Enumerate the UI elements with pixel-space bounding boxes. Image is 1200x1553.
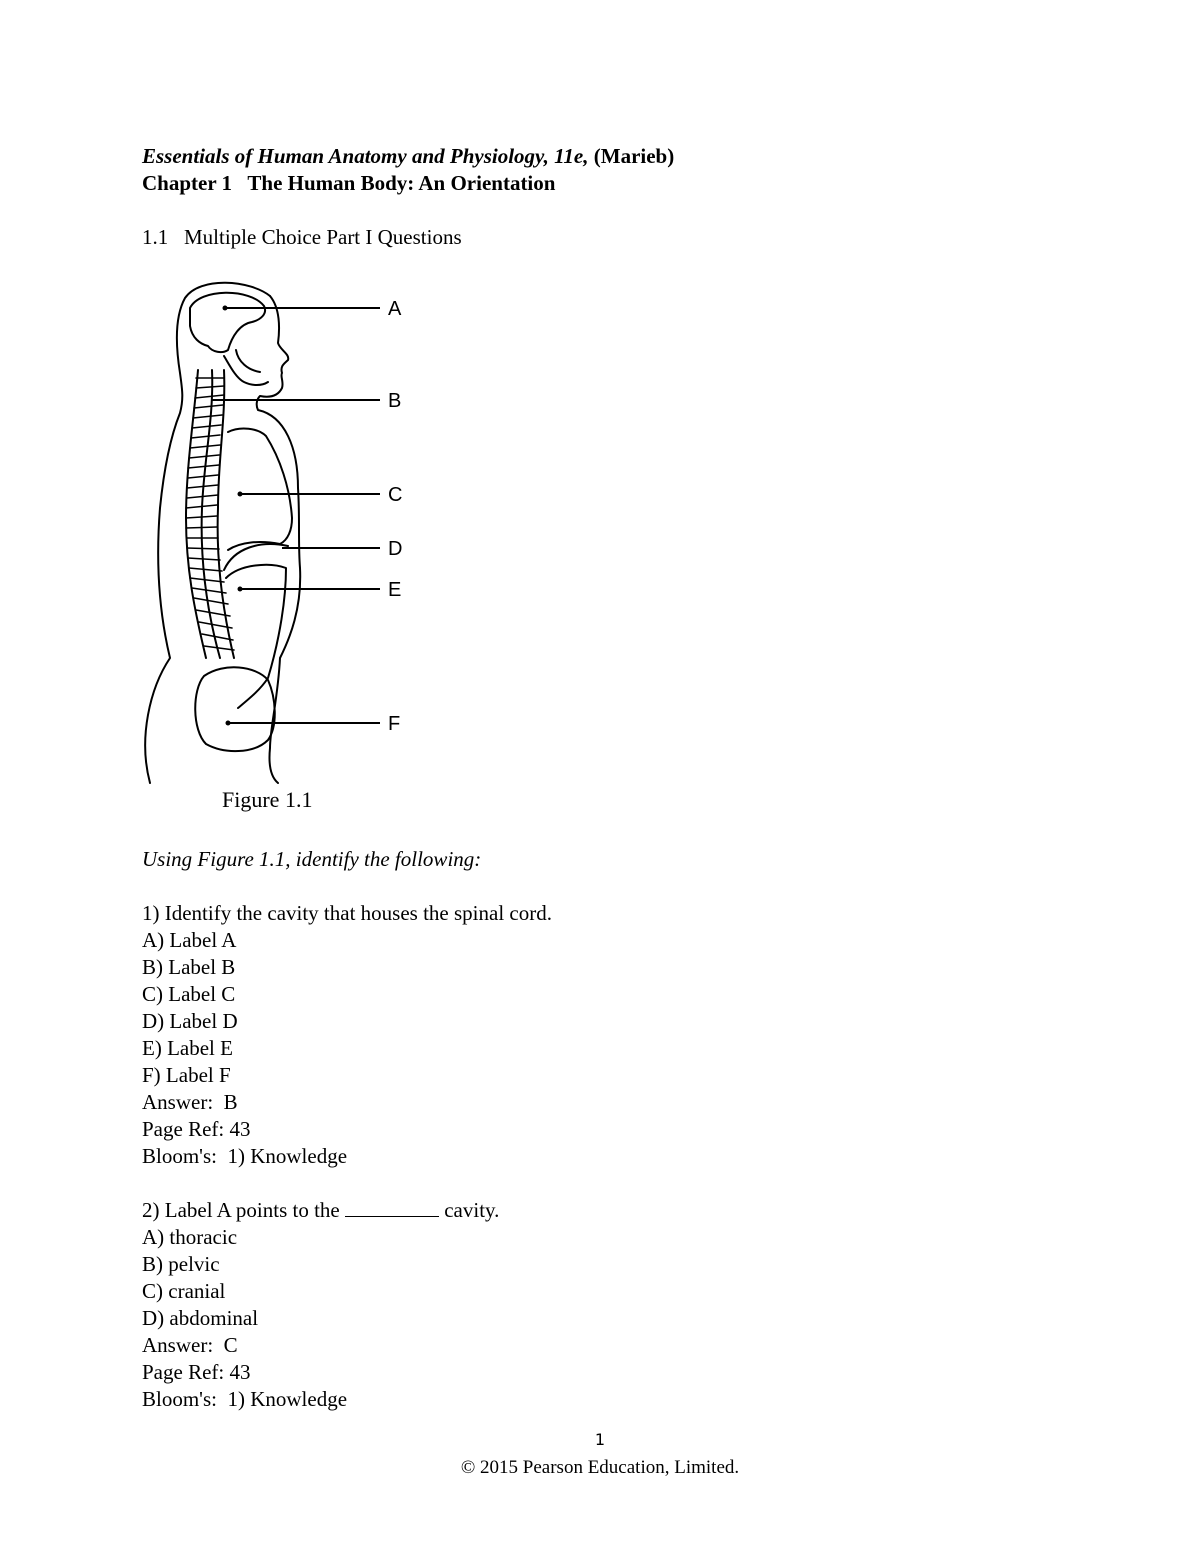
page-ref: Page Ref: 43 [142,1117,251,1141]
page-ref: Page Ref: 43 [142,1360,251,1384]
question-2 [142,1197,499,1413]
answer: Answer: C [142,1333,238,1357]
fill-in-blank [345,1198,439,1217]
option: A) Label A [142,928,237,952]
option: B) Label B [142,955,236,979]
body-cavities-diagram [140,278,430,790]
instruction: Using Figure 1.1, identify the following: [142,847,482,871]
option: F) Label F [142,1063,231,1087]
body-outline [145,283,270,783]
figure-label-e: E [388,579,402,601]
pelvic-cavity [195,667,275,751]
stem-after: cavity. [438,1198,500,1222]
thoracic-cavity [228,429,292,550]
option: A) thoracic [142,1225,238,1249]
option: C) cranial [142,1279,226,1303]
chapter-heading: Chapter 1 The Human Body: An Orientation [142,171,556,195]
option: C) Label C [142,982,236,1006]
option: E) Label E [142,1036,233,1060]
copyright-footer: © 2015 Pearson Education, Limited. [460,1457,740,1478]
question-stem [142,1197,499,1224]
option: D) Label D [142,1009,238,1033]
page-number: 1 [594,1430,606,1449]
figure-1-1 [140,278,430,790]
option: D) abdominal [142,1306,259,1330]
figure-caption: Figure 1.1 [222,787,313,812]
cranial-cavity [190,293,265,352]
vertebral-column-back [186,370,206,658]
book-title: Essentials of Human Anatomy and Physiology, 11e, [142,144,589,168]
question-stem: 1) Identify the cavity that houses the spinal cord. [142,901,552,925]
figure-label-d: D [388,538,403,560]
figure-label-c: C [388,484,403,506]
leader-lines [212,308,380,723]
blooms-level: Bloom's: 1) Knowledge [142,1387,348,1411]
answer: Answer: B [142,1090,238,1114]
question-1 [142,900,552,1170]
figure-label-f: F [388,713,401,735]
section-heading: 1.1 Multiple Choice Part I Questions [142,225,462,249]
option: B) pelvic [142,1252,220,1276]
book-author: (Marieb) [593,144,675,168]
blooms-level: Bloom's: 1) Knowledge [142,1144,348,1168]
figure-label-a: A [388,298,402,320]
face-outline [257,296,301,783]
document-title [142,143,674,170]
jaw-outline [224,350,268,385]
stem-before: 2) Label A points to the [142,1198,345,1222]
figure-label-b: B [388,390,402,412]
